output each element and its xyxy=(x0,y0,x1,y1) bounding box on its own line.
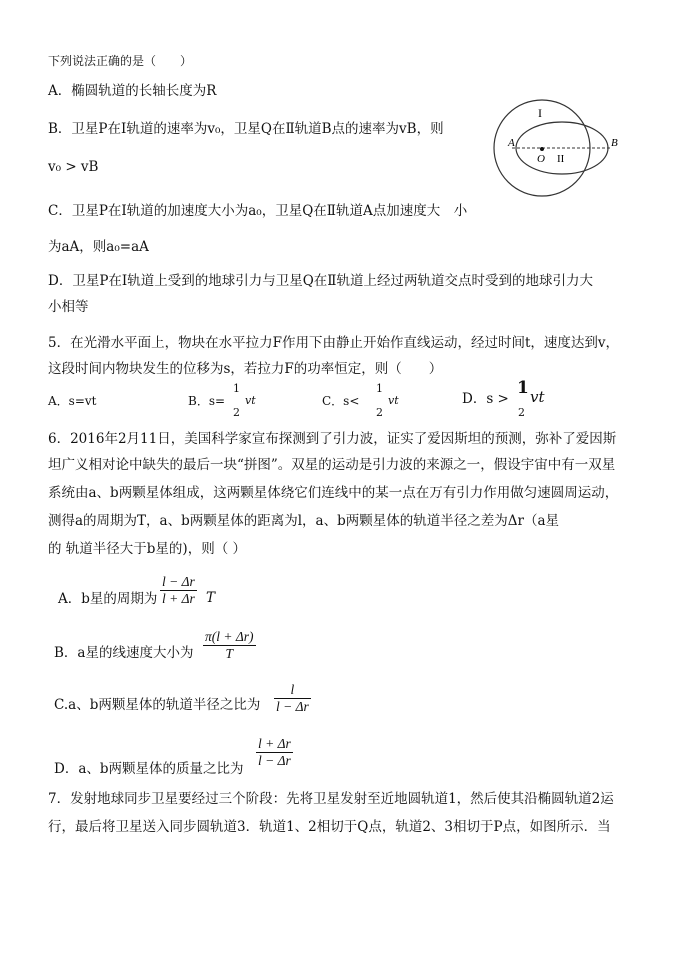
q6-option-b-fraction xyxy=(203,629,256,662)
q4-option-a: A．椭圆轨道的长轴长度为R xyxy=(48,83,217,99)
q5-option-d-prefix: D．s > xyxy=(462,391,509,407)
q6-option-d-prefix: D．a、b两颗星体的质量之比为 xyxy=(54,761,244,777)
q6-option-a-numerator: l − Δr xyxy=(162,574,195,589)
q6-option-d-fraction xyxy=(256,736,293,769)
q7-line1: 7．发射地球同步卫星要经过三个阶段：先将卫星发射至近地圆轨道1，然后使其沿椭圆轨道2运 xyxy=(48,791,614,807)
q5-line2: 这段时间内物块发生的位移为s，若拉力F的功率恒定，则（ ） xyxy=(48,361,443,377)
q5-c-half-num: 1 xyxy=(376,382,383,395)
label-b: B xyxy=(611,137,618,149)
q6-option-c-numerator: l xyxy=(274,682,311,699)
q5-d-half-den: 2 xyxy=(518,406,525,419)
label-o: O xyxy=(537,153,545,165)
q6-option-a-denominator: l + Δr xyxy=(162,591,195,606)
label-a: A xyxy=(508,137,515,149)
q6-line3: 系统由a、b两颗星体组成，这两颗星体绕它们连线中的某一点在万有引力作用做匀速圆周运动， xyxy=(48,485,619,501)
q6-option-d-denominator: l − Δr xyxy=(258,753,291,768)
label-ii: II xyxy=(557,153,565,165)
q5-b-half-den: 2 xyxy=(233,406,240,419)
q5-option-b-prefix: B．s= xyxy=(188,394,226,408)
q6-option-a-prefix: A．b星的周期为 xyxy=(58,591,158,607)
q4-stem: 下列说法正确的是（ ） xyxy=(48,54,193,68)
earth-center-dot xyxy=(540,147,544,151)
q5-line1: 5．在光滑水平面上，物块在水平拉力F作用下由静止开始作直线运动，经过时间t，速度达到v， xyxy=(48,335,620,351)
q6-option-b-prefix: B．a星的线速度大小为 xyxy=(54,645,194,661)
orbit-diagram xyxy=(490,96,630,206)
q5-d-vt: vt xyxy=(530,388,545,406)
q6-option-c-prefix: C.a、b两颗星体的轨道半径之比为 xyxy=(54,697,261,713)
q5-b-half-num: 1 xyxy=(233,382,240,395)
q4-option-b-line2: v₀ > vB xyxy=(48,159,99,175)
q4-option-c-line1: C．卫星P在Ⅰ轨道的加速度大小为a₀，卫星Q在Ⅱ轨道A点加速度大 小 xyxy=(48,203,468,219)
q6-option-b-denominator: T xyxy=(225,646,234,661)
q4-option-c-line2: 为aA，则a₀=aA xyxy=(48,239,149,255)
q4-option-b-line1: B．卫星P在Ⅰ轨道的速率为v₀，卫星Q在Ⅱ轨道B点的速率为vB，则 xyxy=(48,121,444,137)
q6-line4: 测得a的周期为T，a、b两颗星体的距离为l，a、b两颗星体的轨道半径之差为Δr（a星 xyxy=(48,513,560,529)
q6-option-c-denominator: l − Δr xyxy=(276,699,309,714)
q6-line2: 坦广义相对论中缺失的最后一块“拼图”。双星的运动是引力波的来源之一，假设宇宙中有一双星 xyxy=(48,457,616,473)
q5-option-c-prefix: C．s< xyxy=(322,394,360,408)
q4-option-d-line1: D．卫星P在Ⅰ轨道上受到的地球引力与卫星Q在Ⅱ轨道上经过两轨道交点时受到的地球引力大 xyxy=(48,273,593,289)
q6-option-b-numerator: π(l + Δr) xyxy=(205,629,254,644)
q5-option-a: A．s=vt xyxy=(48,394,97,408)
q6-line5: 的 轨道半径大于b星的)，则（ ） xyxy=(48,541,246,557)
q6-line1: 6．2016年2月11日，美国科学家宣布探测到了引力波，证实了爱因斯坦的预测，弥补了爱因斯 xyxy=(48,431,617,447)
q6-option-a-suffix: T xyxy=(206,590,216,606)
q6-option-c-fraction xyxy=(274,682,311,715)
label-i: I xyxy=(538,106,542,120)
q5-c-vt: vt xyxy=(388,394,399,407)
q5-b-vt: vt xyxy=(245,394,256,407)
q7-line2: 行，最后将卫星送入同步圆轨道3．轨道1、2相切于Q点，轨道2、3相切于P点，如图所示．当 xyxy=(48,819,611,835)
q5-d-half-num: 1 xyxy=(517,378,529,398)
q5-c-half-den: 2 xyxy=(376,406,383,419)
q6-option-a-fraction xyxy=(160,574,197,607)
q4-option-d-line2: 小相等 xyxy=(48,299,89,315)
q6-option-d-numerator: l + Δr xyxy=(258,736,291,751)
